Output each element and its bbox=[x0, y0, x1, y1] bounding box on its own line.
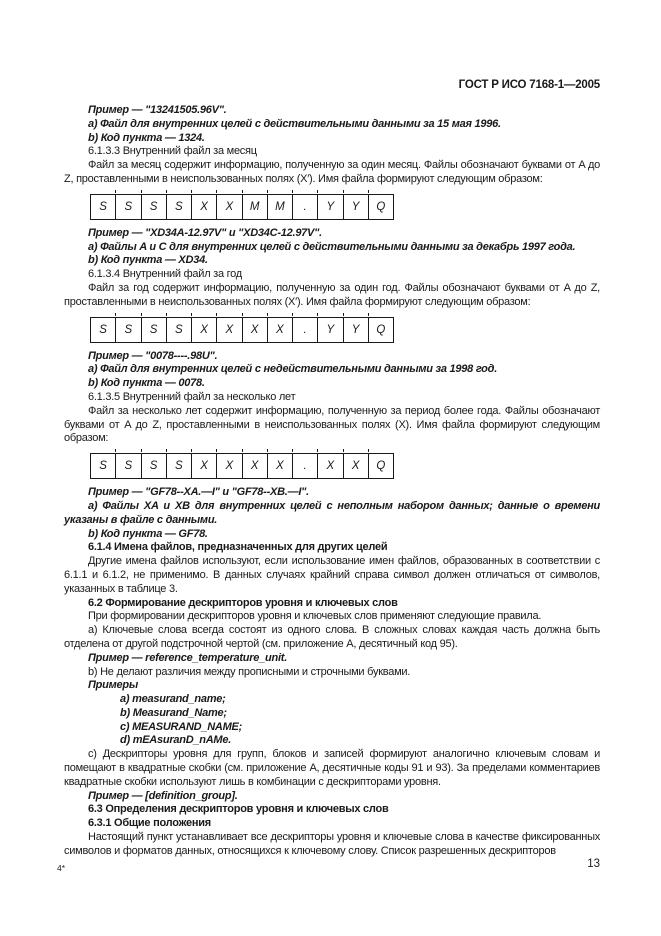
table-cell: . bbox=[293, 195, 318, 219]
filename-format-table-month bbox=[90, 194, 394, 220]
signature-mark: 4* bbox=[57, 863, 66, 873]
table-cell: M bbox=[243, 195, 268, 219]
table-cell: Y bbox=[318, 318, 343, 342]
table-cell: X bbox=[344, 454, 369, 478]
table-cell: X bbox=[192, 195, 217, 219]
example-line: Пример — "0078----.98U". bbox=[88, 349, 218, 362]
paragraph: b) Не делают различия между прописными и строчными буквами. bbox=[88, 665, 411, 678]
table-cell: X bbox=[268, 318, 293, 342]
example-item-b: b) Код пункта — XD34. bbox=[88, 254, 208, 267]
paragraph: Файл за несколько лет содержит информацию, полученную за период более года. Файлы обозначают буквами от A до Z, проставленными в неиспользованных полях (X). Имя файла формируют следующим образом: bbox=[64, 404, 600, 445]
table-cell: S bbox=[167, 318, 192, 342]
example-item-a: a) Файлы XA и XB для внутренних целей с неполным набором данных; данные о времени указаны в файле с данными. bbox=[64, 499, 600, 526]
section-heading: 6.1.4 Имена файлов, предназначенных для других целей bbox=[88, 541, 388, 554]
clause-title: 6.1.3.3 Внутренний файл за месяц bbox=[88, 145, 257, 158]
table-cell: S bbox=[116, 195, 141, 219]
table-cell: S bbox=[91, 454, 116, 478]
table-cell: X bbox=[243, 318, 268, 342]
clause-title: 6.1.3.4 Внутренний файл за год bbox=[88, 268, 242, 281]
paragraph: a) Ключевые слова всегда состоят из одного слова. В сложных словах каждая часть должна быть отделена от другой подстрочной чертой (см. приложение А, десятичный код 95). bbox=[64, 624, 600, 650]
example-item-a: a) Файлы A и C для внутренних целей с действительными данными за декабрь 1997 года. bbox=[88, 240, 576, 253]
table-cell: Y bbox=[318, 195, 343, 219]
table-cell: S bbox=[142, 318, 167, 342]
page-number: 13 bbox=[587, 858, 600, 870]
standard-code-header: ГОСТ Р ИСО 7168-1—2005 bbox=[458, 79, 600, 91]
paragraph: Другие имена файлов используют, если использование имен файлов, образованных в соответствии с 6.1.1 и 6.1.2, не применимо. В данных случаях крайний справа символ должен отличаться от символов, указанных в таблице 3. bbox=[64, 555, 600, 595]
table-cell: . bbox=[293, 318, 318, 342]
section-heading: 6.2 Формирование дескрипторов уровня и ключевых слов bbox=[88, 596, 398, 609]
paragraph: c) Дескрипторы уровня для групп, блоков и записей формируют аналогично ключевым словам и помещают в квадратные скобки (см. приложение А, десятичные коды 91 и 93). За пределами комментариев квадратные скобки используют лишь в комбинации с дескрипторами уровня. bbox=[64, 748, 600, 788]
table-cell: X bbox=[217, 318, 242, 342]
table-cell: Q bbox=[376, 323, 386, 336]
table-cell: Q bbox=[376, 200, 386, 213]
table-cell: S bbox=[167, 454, 192, 478]
table-cell: S bbox=[116, 454, 141, 478]
table-cell: X bbox=[268, 454, 293, 478]
page-content bbox=[64, 104, 600, 859]
example-item-b: b) Код пункта — GF78. bbox=[88, 527, 208, 540]
example-line: Пример — "GF78--XA.—I" и "GF78--XB.—I". bbox=[88, 486, 309, 499]
table-cell: S bbox=[167, 195, 192, 219]
example-sub-item: d) mEAsuranD_nAMe. bbox=[120, 734, 232, 747]
table-cell: S bbox=[142, 195, 167, 219]
table-cell: Y bbox=[344, 195, 369, 219]
example-item-b: b) Код пункта — 0078. bbox=[88, 377, 205, 390]
table-cell: X bbox=[192, 318, 217, 342]
table-cell: Q bbox=[376, 460, 386, 473]
table-cell: M bbox=[268, 195, 293, 219]
example-line: Пример — "XD34A-12.97V" и "XD34C-12.97V". bbox=[88, 226, 322, 239]
example-line: Пример — reference_temperature_unit. bbox=[88, 651, 287, 664]
table-cell: X bbox=[318, 454, 343, 478]
table-cell: X bbox=[217, 454, 242, 478]
table-cell: X bbox=[192, 454, 217, 478]
table-cell: S bbox=[116, 318, 141, 342]
table-cell: S bbox=[91, 318, 116, 342]
example-sub-item: b) Measurand_Name; bbox=[120, 706, 227, 719]
example-line: Пример — "13241505.96V". bbox=[88, 104, 227, 116]
clause-title: 6.1.3.5 Внутренний файл за несколько лет bbox=[88, 390, 296, 403]
example-item-a: a) Файл для внутренних целей с недействительными данными за 1998 год. bbox=[88, 363, 497, 376]
section-heading: 6.3 Определения дескрипторов уровня и ключевых слов bbox=[88, 803, 389, 816]
table-cell: X bbox=[243, 454, 268, 478]
example-line: Пример — [definition_group]. bbox=[88, 789, 238, 802]
table-cell: . bbox=[293, 454, 318, 478]
example-sub-item: c) MEASURAND_NAME; bbox=[120, 720, 243, 733]
paragraph: Файл за месяц содержит информацию, полученную за один месяц. Файлы обозначают буквами от A до Z, проставленными в неиспользованных полях (X′). Имя файла формируют следующим образом: bbox=[64, 159, 600, 185]
filename-format-table-multiyear bbox=[90, 453, 394, 479]
table-cell: Y bbox=[344, 318, 369, 342]
examples-label: Примеры bbox=[88, 679, 138, 692]
table-cell: S bbox=[91, 195, 116, 219]
table-cell: S bbox=[142, 454, 167, 478]
example-item-a: a) Файл для внутренних целей с действительными данными за 15 мая 1996. bbox=[88, 117, 501, 130]
example-sub-item: a) measurand_name; bbox=[120, 693, 226, 706]
example-item-b: b) Код пункта — 1324. bbox=[88, 131, 205, 144]
filename-format-table-year bbox=[90, 317, 394, 343]
paragraph: При формировании дескрипторов уровня и ключевых слов применяют следующие правила. bbox=[88, 610, 542, 623]
table-cell: X bbox=[217, 195, 242, 219]
section-heading: 6.3.1 Общие положения bbox=[88, 817, 211, 830]
paragraph: Файл за год содержит информацию, полученную за один год. Файлы обозначают буквами от A до Z, проставленными в неиспользованных полях (X′). Имя файла формируют следующим образом: bbox=[64, 281, 600, 308]
paragraph: Настоящий пункт устанавливает все дескрипторы уровня и ключевые слова в качестве фиксированных символов и форматов данных, относящихся к ключевому слову. Список разрешенных дескрипторов bbox=[64, 831, 600, 857]
